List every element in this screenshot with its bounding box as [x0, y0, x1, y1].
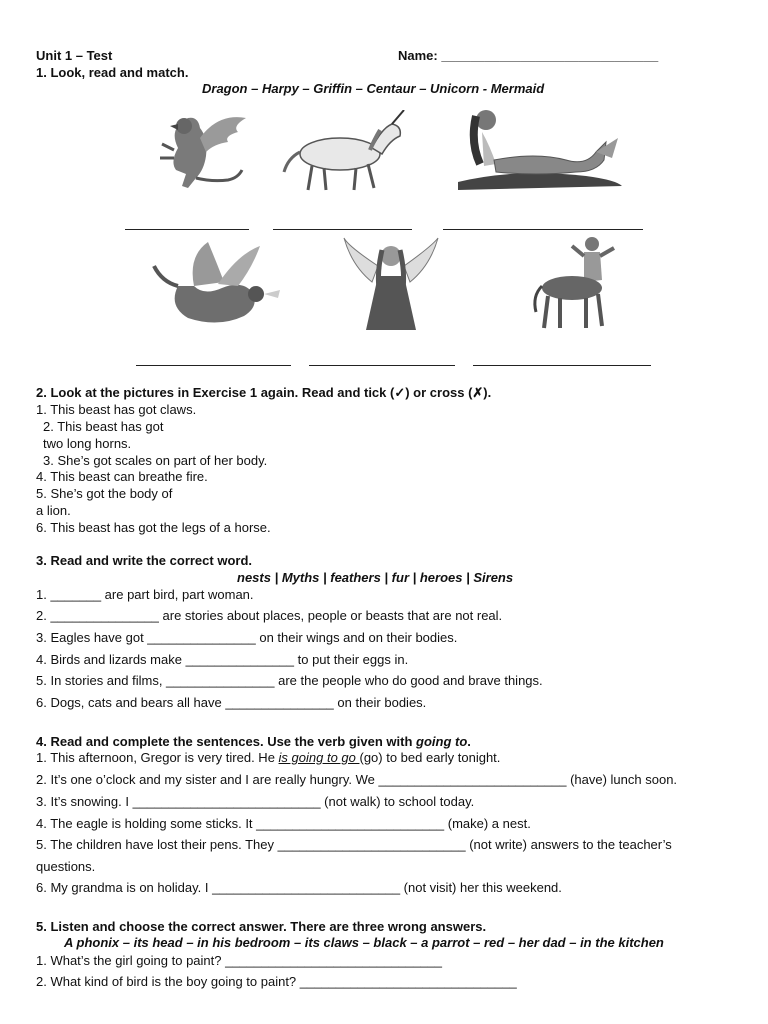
ex4-item-1-end: (go) to bed early tonight. [359, 750, 501, 765]
ex1-heading: 1. Look, read and match. [36, 65, 189, 80]
ex2-line-6: 5. She’s got the body of [36, 486, 173, 501]
answer-line-4[interactable] [136, 365, 291, 366]
mermaid-picture [456, 102, 624, 192]
ex4-item-2[interactable]: 2. It’s one o’clock and my sister and I are really hungry. We __________________________ (have) lunch soon. [36, 772, 678, 787]
dragon-picture [148, 236, 282, 328]
griffin-picture [148, 108, 252, 194]
ex3-item-2[interactable]: 2. _______________ are stories about places, people or beasts that are not real. [36, 608, 503, 623]
ex5-item-2[interactable]: 2. What kind of bird is the boy going to paint? ______________________________ [36, 974, 517, 989]
ex2-line-1: 1. This beast has got claws. [36, 402, 197, 417]
ex2-line-7: a lion. [36, 503, 71, 518]
ex3-heading: 3. Read and write the correct word. [36, 553, 252, 568]
ex3-item-1[interactable]: 1. _______ are part bird, part woman. [36, 587, 254, 602]
ex4-heading-text: 4. Read and complete the sentences. Use the verb given with [36, 734, 417, 749]
ex4-item-3[interactable]: 3. It’s snowing. I __________________________ (not walk) to school today. [36, 794, 475, 809]
ex5-heading: 5. Listen and choose the correct answer. There are three wrong answers. [36, 919, 487, 934]
answer-line-3[interactable] [443, 229, 643, 230]
centaur-picture [530, 236, 622, 332]
test-title: Unit 1 – Test [36, 48, 113, 63]
ex3-word-bank: nests | Myths | feathers | fur | heroes | Sirens [237, 570, 514, 585]
ex4-heading [36, 734, 471, 749]
ex2-line-3: two long horns. [43, 436, 132, 451]
ex5-item-1[interactable]: 1. What’s the girl going to paint? ______________________________ [36, 953, 442, 968]
unicorn-picture [278, 110, 408, 194]
ex4-item-1-text: 1. This afternoon, Gregor is very tired. He [36, 750, 279, 765]
answer-line-5[interactable] [309, 365, 455, 366]
harpy-picture [342, 236, 440, 332]
answer-line-6[interactable] [473, 365, 651, 366]
answer-line-1[interactable] [125, 229, 249, 230]
ex4-heading-italic: going to [416, 734, 468, 749]
answer-line-2[interactable] [273, 229, 412, 230]
ex1-word-bank: Dragon – Harpy – Griffin – Centaur – Unicorn - Mermaid [202, 81, 545, 96]
ex3-item-5[interactable]: 5. In stories and films, _______________ are the people who do good and brave things. [36, 673, 543, 688]
ex4-item-1 [36, 750, 500, 765]
ex4-item-5-cont: questions. [36, 859, 96, 874]
ex2-heading: 2. Look at the pictures in Exercise 1 again. Read and tick (✓) or cross (✗). [36, 385, 492, 400]
ex2-line-8: 6. This beast has got the legs of a horse. [36, 520, 271, 535]
ex2-line-2: 2. This beast has got [43, 419, 164, 434]
ex2-line-4: 3. She’s got scales on part of her body. [43, 453, 268, 468]
ex4-item-5[interactable]: 5. The children have lost their pens. They __________________________ (not write) answers to the teacher’s [36, 837, 672, 852]
name-field-label[interactable]: Name: ______________________________ [398, 48, 659, 63]
ex4-heading-end: . [467, 734, 471, 749]
ex4-item-1-example-answer: is going to go [278, 750, 360, 765]
ex3-item-4[interactable]: 4. Birds and lizards make _______________ to put their eggs in. [36, 652, 409, 667]
ex3-item-6[interactable]: 6. Dogs, cats and bears all have _______________ on their bodies. [36, 695, 427, 710]
ex3-item-3[interactable]: 3. Eagles have got _______________ on their wings and on their bodies. [36, 630, 458, 645]
ex2-line-5: 4. This beast can breathe fire. [36, 469, 208, 484]
ex5-word-bank: A phonix – its head – in his bedroom – its claws – black – a parrot – red – her dad – in the kitchen [64, 935, 664, 950]
ex4-item-4[interactable]: 4. The eagle is holding some sticks. It __________________________ (make) a nest. [36, 816, 531, 831]
ex4-item-6[interactable]: 6. My grandma is on holiday. I __________________________ (not visit) her this weekend. [36, 880, 562, 895]
